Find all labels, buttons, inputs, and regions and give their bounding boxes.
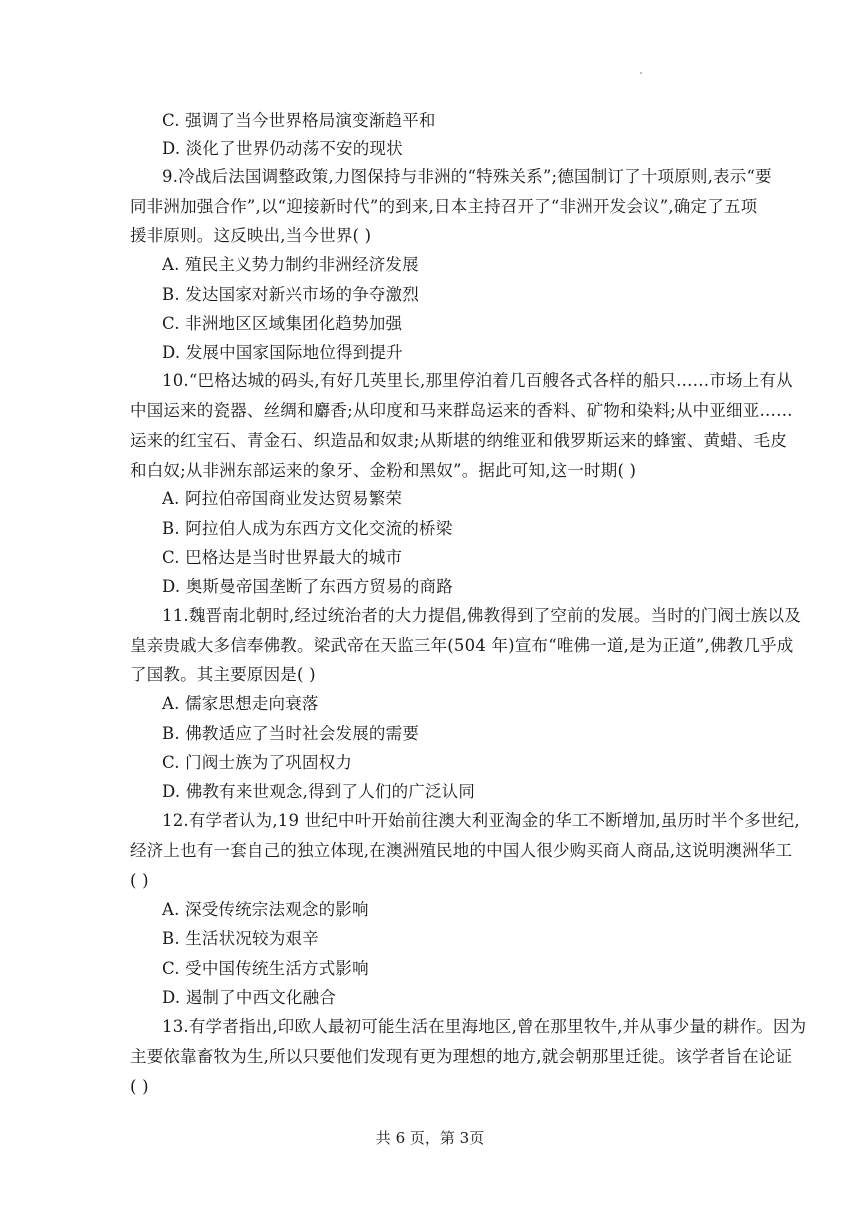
- q13-text-line-3: ( ): [130, 1077, 149, 1096]
- q10-option-b: B. 阿拉伯人成为东西方文化交流的桥梁: [162, 519, 453, 538]
- q11-option-c: C. 门阀士族为了巩固权力: [162, 753, 353, 772]
- q12-option-b: B. 生活状况较为艰辛: [162, 929, 319, 948]
- q10-option-d: D. 奥斯曼帝国垄断了东西方贸易的商路: [162, 577, 453, 596]
- q11-text-line-2: 皇亲贵戚大多信奉佛教。梁武帝在天监三年(504 年)宣布“唯佛一道,是为正道”,佛教几乎成: [130, 636, 794, 655]
- q9-option-c: C. 非洲地区区域集团化趋势加强: [162, 314, 403, 333]
- q12-option-a: A. 深受传统宗法观念的影响: [162, 900, 369, 919]
- q10-text-line-2: 中国运来的瓷器、丝绸和麝香;从印度和马来群岛运来的香料、矿物和染料;从中亚细亚……: [130, 401, 793, 420]
- scan-speck: [640, 72, 642, 74]
- q10-text-line-4: 和白奴;从非洲东部运来的象牙、金粉和黑奴”。据此可知,这一时期( ): [130, 461, 637, 480]
- q9-text-line-1: 9.冷战后法国调整政策,力图保持与非洲的“特殊关系”;德国制订了十项原则,表示“要: [162, 167, 772, 186]
- q11-option-a: A. 儒家思想走向衰落: [162, 694, 319, 713]
- q12-text-line-1: 12.有学者认为,19 世纪中叶开始前往澳大利亚淘金的华工不断增加,虽历时半个多世纪,: [162, 811, 800, 830]
- q10-text-line-1: 10.“巴格达城的码头,有好几英里长,那里停泊着几百艘各式各样的船只……市场上有从: [162, 371, 793, 390]
- q12-text-line-2: 经济上也有一套自己的独立体现,在澳洲殖民地的中国人很少购买商人商品,这说明澳洲华工: [130, 841, 793, 860]
- q11-option-d: D. 佛教有来世观念,得到了人们的广泛认同: [162, 782, 476, 801]
- q10-option-c: C. 巴格达是当时世界最大的城市: [162, 548, 403, 567]
- q12-option-d: D. 遏制了中西文化融合: [162, 988, 337, 1007]
- q11-text-line-1: 11.魏晋南北朝时,经过统治者的大力提倡,佛教得到了空前的发展。当时的门阀士族以及: [162, 606, 801, 625]
- q12-text-line-3: ( ): [130, 871, 149, 890]
- q8-option-d: D. 淡化了世界仍动荡不安的现状: [162, 139, 403, 158]
- q10-text-line-3: 运来的红宝石、青金石、织造品和奴隶;从斯堪的纳维亚和俄罗斯运来的蜂蜜、黄蜡、毛皮: [130, 431, 788, 450]
- q12-option-c: C. 受中国传统生活方式影响: [162, 959, 369, 978]
- q9-option-a: A. 殖民主义势力制约非洲经济发展: [162, 255, 419, 274]
- q9-text-line-3: 援非原则。这反映出,当今世界( ): [130, 226, 372, 245]
- q9-option-b: B. 发达国家对新兴市场的争夺激烈: [162, 285, 420, 304]
- q9-text-line-2: 同非洲加强合作”,以“迎接新时代”的到来,日本主持召开了“非洲开发会议”,确定了五项: [130, 197, 758, 216]
- q8-option-c: C. 强调了当今世界格局演变渐趋平和: [162, 111, 436, 130]
- q10-option-a: A. 阿拉伯帝国商业发达贸易繁荣: [162, 489, 403, 508]
- q11-option-b: B. 佛教适应了当时社会发展的需要: [162, 724, 420, 743]
- q13-text-line-1: 13.有学者指出,印欧人最初可能生活在里海地区,曾在那里牧牛,并从事少量的耕作。因为: [162, 1017, 807, 1036]
- q11-text-line-3: 了国教。其主要原因是( ): [130, 665, 316, 684]
- page-footer: 共 6 页，第 3页: [375, 1129, 485, 1147]
- q13-text-line-2: 主要依靠畜牧为生,所以只要他们发现有更为理想的地方,就会朝那里迁徙。该学者旨在论证: [130, 1047, 793, 1066]
- q9-option-d: D. 发展中国家国际地位得到提升: [162, 343, 403, 362]
